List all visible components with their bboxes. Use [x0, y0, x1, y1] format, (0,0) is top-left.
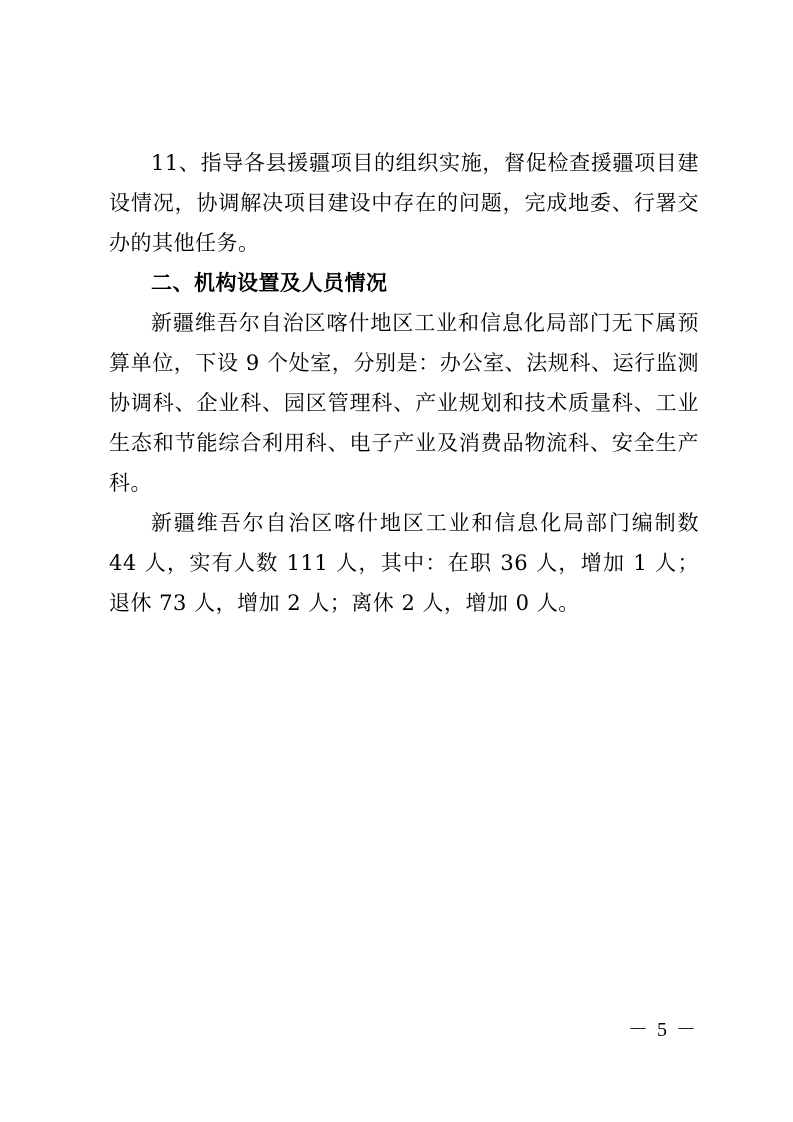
- section-heading-organization: 二、机构设置及人员情况: [151, 271, 388, 295]
- paragraph-organization-structure: 新疆维吾尔自治区喀什地区工业和信息化局部门无下属预算单位，下设 9 个处室，分别是：办公室、法规科、运行监测协调科、企业科、园区管理科、产业规划和技术质量科、工业生态和节能综合利用科、电子产业及消费品物流科、安全生产科。: [109, 311, 699, 495]
- page-number: － 5 －: [628, 1019, 698, 1041]
- page-body: [109, 143, 699, 623]
- paragraph-staffing: 新疆维吾尔自治区喀什地区工业和信息化局部门编制数 44 人，实有人数 111 人，其中：在职 36 人，增加 1 人；退休 73 人，增加 2 人；离休 2 人，增加 0 人。: [109, 511, 699, 615]
- paragraph-item-11: 11、指导各县援疆项目的组织实施，督促检查援疆项目建设情况，协调解决项目建设中存在的问题，完成地委、行署交办的其他任务。: [109, 151, 699, 255]
